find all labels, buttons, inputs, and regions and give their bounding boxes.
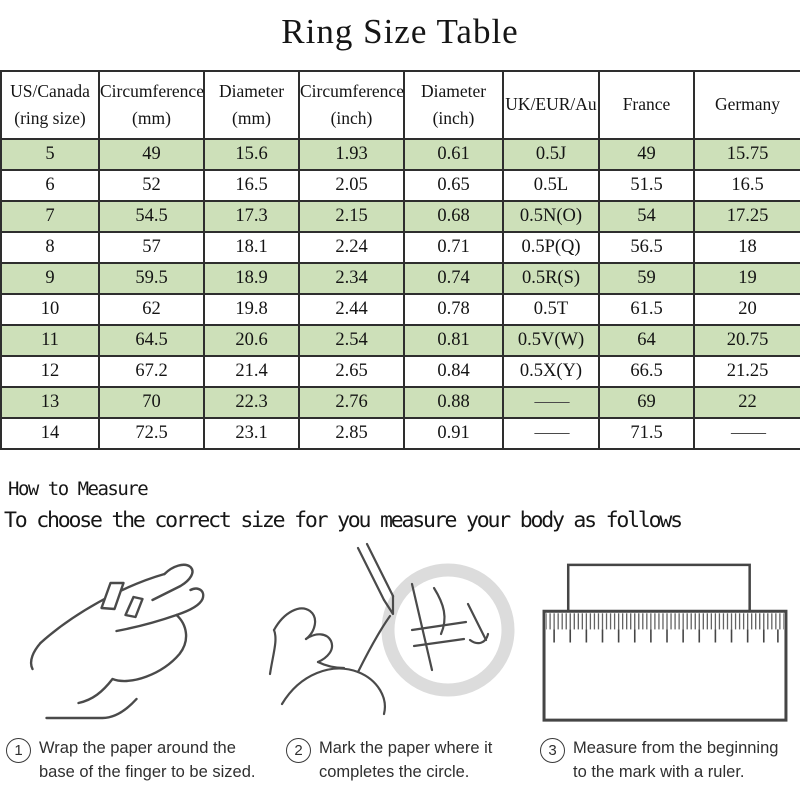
table-cell: 52 xyxy=(99,170,204,201)
magnifier-ring xyxy=(388,570,508,690)
ruler-measuring-paper-icon xyxy=(540,552,792,735)
header-cell: US/Canada (ring size) xyxy=(1,71,99,139)
table-cell: 62 xyxy=(99,294,204,325)
step-caption-3 xyxy=(540,737,796,785)
step-caption-1 xyxy=(6,737,258,785)
table-row xyxy=(1,294,800,325)
table-cell: 0.5J xyxy=(503,139,599,170)
table-cell: 20.75 xyxy=(694,325,800,356)
table-cell: 14 xyxy=(1,418,99,449)
table-cell: 15.75 xyxy=(694,139,800,170)
step-number-badge-3: 3 xyxy=(540,738,565,763)
table-cell: 16.5 xyxy=(694,170,800,201)
table-cell: 0.65 xyxy=(404,170,503,201)
table-cell: 11 xyxy=(1,325,99,356)
table-cell: 2.85 xyxy=(299,418,404,449)
table-cell: 67.2 xyxy=(99,356,204,387)
table-cell: 0.68 xyxy=(404,201,503,232)
table-cell: 2.05 xyxy=(299,170,404,201)
table-cell: 23.1 xyxy=(204,418,299,449)
hand-with-paper-strip-icon xyxy=(4,548,260,741)
step-caption-2 xyxy=(286,737,528,785)
header-cell: Diameter (mm) xyxy=(204,71,299,139)
table-cell: 18.9 xyxy=(204,263,299,294)
table-cell: 2.54 xyxy=(299,325,404,356)
table-cell: 0.88 xyxy=(404,387,503,418)
header-cell: UK/EUR/Au xyxy=(503,71,599,139)
ring-size-table xyxy=(0,70,800,450)
table-cell: —— xyxy=(503,418,599,449)
table-cell: 19 xyxy=(694,263,800,294)
table-cell: 6 xyxy=(1,170,99,201)
table-cell: 18 xyxy=(694,232,800,263)
table-cell: 16.5 xyxy=(204,170,299,201)
table-cell: 5 xyxy=(1,139,99,170)
table-cell: 20.6 xyxy=(204,325,299,356)
table-cell: 71.5 xyxy=(599,418,694,449)
table-cell: 22.3 xyxy=(204,387,299,418)
table-cell: 0.81 xyxy=(404,325,503,356)
table-cell: 0.5L xyxy=(503,170,599,201)
table-cell: 54 xyxy=(599,201,694,232)
table-cell: 0.78 xyxy=(404,294,503,325)
table-row xyxy=(1,170,800,201)
table-cell: 69 xyxy=(599,387,694,418)
header-cell: Diameter (inch) xyxy=(404,71,503,139)
table-cell: 2.34 xyxy=(299,263,404,294)
table-row xyxy=(1,418,800,449)
table-row xyxy=(1,356,800,387)
header-cell: Germany xyxy=(694,71,800,139)
table-header xyxy=(1,71,800,139)
table-row xyxy=(1,201,800,232)
table-cell: 56.5 xyxy=(599,232,694,263)
table-row xyxy=(1,263,800,294)
table-cell: 54.5 xyxy=(99,201,204,232)
step-caption-text: Wrap the paper around the base of the finger to be sized. xyxy=(39,739,256,781)
step-caption-text: Measure from the beginning to the mark with a ruler. xyxy=(573,739,779,781)
measure-intro-text: To choose the correct size for you measure your body as follows xyxy=(4,508,681,533)
page-title: Ring Size Table xyxy=(281,12,519,51)
table-cell: 21.25 xyxy=(694,356,800,387)
table-cell: 59 xyxy=(599,263,694,294)
how-to-measure-heading: How to Measure xyxy=(8,478,148,500)
table-cell: 57 xyxy=(99,232,204,263)
table-cell: 8 xyxy=(1,232,99,263)
header-cell: Circumference (mm) xyxy=(99,71,204,139)
table-cell: 2.24 xyxy=(299,232,404,263)
table-cell: 20 xyxy=(694,294,800,325)
table-cell: 1.93 xyxy=(299,139,404,170)
table-row xyxy=(1,325,800,356)
table-cell: 21.4 xyxy=(204,356,299,387)
table-cell: 0.5P(Q) xyxy=(503,232,599,263)
step-number-badge-1: 1 xyxy=(6,738,31,763)
table-cell: 49 xyxy=(599,139,694,170)
table-row xyxy=(1,387,800,418)
table-cell: 0.5R(S) xyxy=(503,263,599,294)
table-cell: 0.5N(O) xyxy=(503,201,599,232)
table-cell: 64 xyxy=(599,325,694,356)
step-number-badge-2: 2 xyxy=(286,738,311,763)
table-cell: 2.76 xyxy=(299,387,404,418)
table-cell: —— xyxy=(694,418,800,449)
table-cell: 0.5X(Y) xyxy=(503,356,599,387)
table-cell: 12 xyxy=(1,356,99,387)
table-cell: 13 xyxy=(1,387,99,418)
table-cell: 49 xyxy=(99,139,204,170)
table-cell: 0.74 xyxy=(404,263,503,294)
table-cell: 17.3 xyxy=(204,201,299,232)
table-cell: 0.61 xyxy=(404,139,503,170)
hand-marking-with-pen-magnifier-icon xyxy=(266,542,528,743)
table-cell: 51.5 xyxy=(599,170,694,201)
table-cell: —— xyxy=(503,387,599,418)
table-cell: 0.71 xyxy=(404,232,503,263)
step-caption-text: Mark the paper where it completes the circle. xyxy=(319,739,493,781)
header-row xyxy=(1,71,800,139)
table-cell: 2.15 xyxy=(299,201,404,232)
table-cell: 70 xyxy=(99,387,204,418)
header-cell: France xyxy=(599,71,694,139)
table-cell: 18.1 xyxy=(204,232,299,263)
ruler-fine-ticks xyxy=(546,613,784,629)
table-cell: 0.5V(W) xyxy=(503,325,599,356)
table-cell: 64.5 xyxy=(99,325,204,356)
table-cell: 19.8 xyxy=(204,294,299,325)
table-row xyxy=(1,139,800,170)
table-cell: 59.5 xyxy=(99,263,204,294)
table-cell: 2.65 xyxy=(299,356,404,387)
table-cell: 22 xyxy=(694,387,800,418)
table-row xyxy=(1,232,800,263)
table-cell: 15.6 xyxy=(204,139,299,170)
table-cell: 9 xyxy=(1,263,99,294)
table-cell: 0.5T xyxy=(503,294,599,325)
table-cell: 10 xyxy=(1,294,99,325)
table-cell: 0.91 xyxy=(404,418,503,449)
table-cell: 72.5 xyxy=(99,418,204,449)
table-cell: 7 xyxy=(1,201,99,232)
header-cell: Circumference (inch) xyxy=(299,71,404,139)
table-cell: 0.84 xyxy=(404,356,503,387)
table-cell: 66.5 xyxy=(599,356,694,387)
table-body xyxy=(1,139,800,449)
table-cell: 17.25 xyxy=(694,201,800,232)
table-cell: 2.44 xyxy=(299,294,404,325)
table-cell: 61.5 xyxy=(599,294,694,325)
